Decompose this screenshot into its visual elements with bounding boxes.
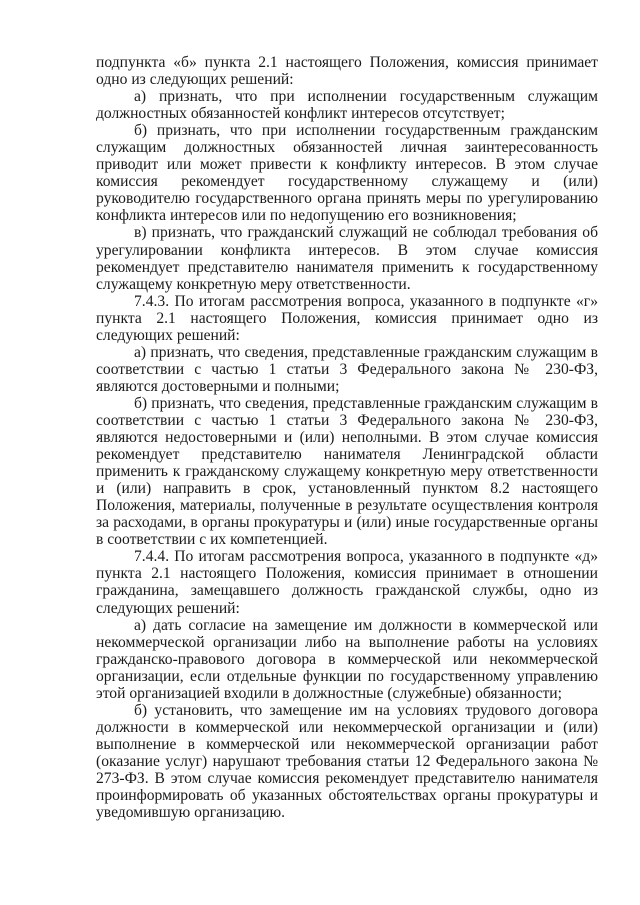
paragraph-7-4-3: 7.4.3. По итогам рассмотрения вопроса, указанного в подпункте «г» пункта 2.1 настоящего Положения, комиссия принимает одно из следующих решений:	[96, 292, 598, 344]
paragraph-7-4-3-a: а) признать, что сведения, представленные гражданским служащим в соответствии с частью 1 статьи 3 Федерального закона № 230-ФЗ, являются достоверными и полными;	[96, 343, 598, 395]
paragraph-7-4-4-b: б) установить, что замещение им на условиях трудового договора должности в коммерческой или некоммерческой организации и (или) выполнение в коммерческой или некоммерческой организации работ (оказание услуг) нарушают требования статьи 12 Федерального закона № 273-ФЗ. В этом случае комиссия рекомендует представителю нанимателя проинформировать об указанных обстоятельствах органы прокуратуры и уведомившую организацию.	[96, 701, 598, 822]
paragraph-7-4-4-a: а) дать согласие на замещение им должности в коммерческой или некоммерческой организации либо на выполнение работы на условиях гражданско-правового договора в коммерческой или некоммерческой организации, если отдельные функции по государственному управлению этой организацией входили в должностные (служебные) обязанности;	[96, 616, 598, 702]
document-page	[96, 54, 598, 821]
paragraph-7-4-2-v: в) признать, что гражданский служащий не соблюдал требования об урегулировании конфликта интересов. В этом случае комиссия рекомендует представителю нанимателя применить к государственному служащему конкретную меру ответственности.	[96, 224, 598, 293]
paragraph-7-4-4: 7.4.4. По итогам рассмотрения вопроса, указанного в подпункте «д» пункта 2.1 настоящего Положения, комиссия принимает в отношении гражданина, замещавшего должность гражданской службы, одно из следующих решений:	[96, 548, 598, 617]
paragraph-intro: подпункта «б» пункта 2.1 настоящего Положения, комиссия принимает одно из следующих решений:	[96, 54, 598, 89]
paragraph-7-4-2-a: а) признать, что при исполнении государственным служащим должностных обязанностей конфликт интересов отсутствует;	[96, 88, 598, 123]
paragraph-7-4-3-b: б) признать, что сведения, представленные гражданским служащим в соответствии с частью 1 статьи 3 Федерального закона № 230-ФЗ, являются недостоверными и (или) неполными. В этом случае комиссия рекомендует представителю нанимателя Ленинградской области применить к гражданскому служащему конкретную меру ответственности и (или) направить в срок, установленный пунктом 8.2 настоящего Положения, материалы, полученные в результате осуществления контроля за расходами, в органы прокуратуры и (или) иные государственные органы в соответствии с их компетенцией.	[96, 394, 598, 549]
paragraph-7-4-2-b: б) признать, что при исполнении государственным гражданским служащим должностных обязанностей личная заинтересованность приводит или может привести к конфликту интересов. В этом случае комиссия рекомендует государственному служащему и (или) руководителю государственного органа принять меры по урегулированию конфликта интересов или по недопущению его возникновения;	[96, 122, 598, 225]
